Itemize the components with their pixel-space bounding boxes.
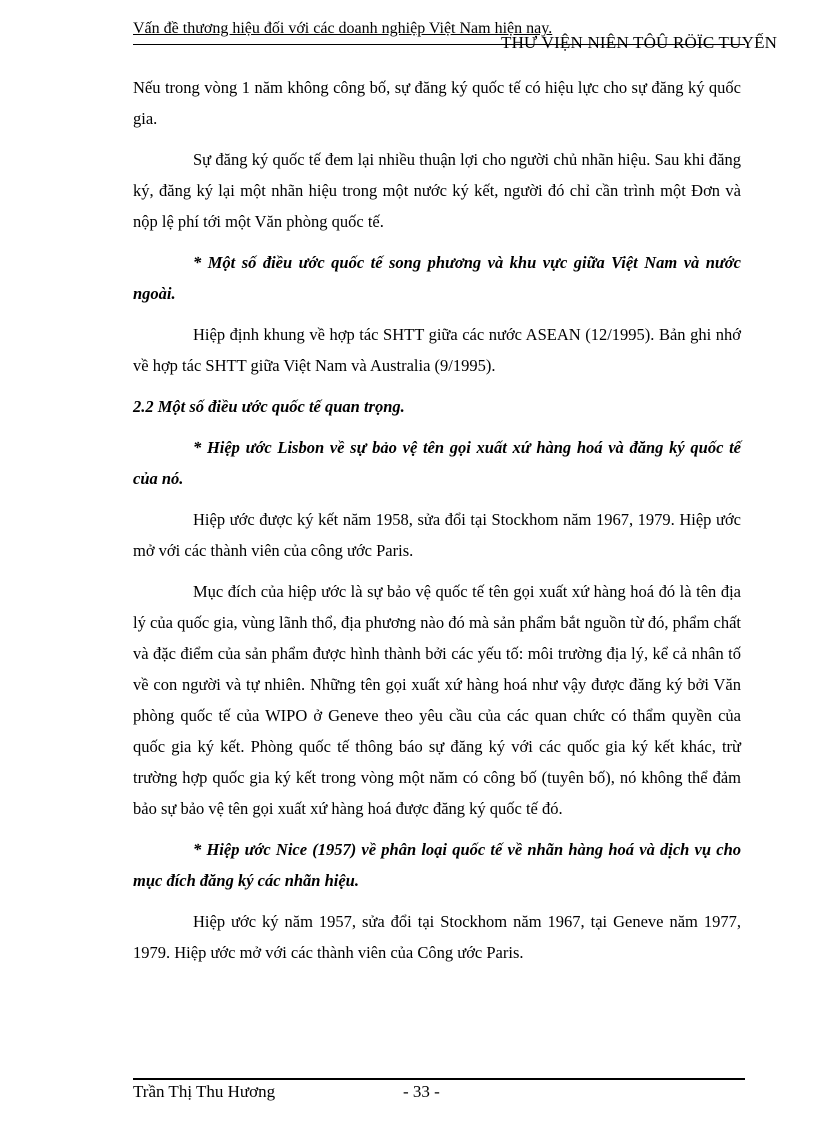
footer-rule: [133, 1078, 745, 1080]
section-heading-bilateral: * Một số điều ước quốc tế song phương và khu vực giữa Việt Nam và nước ngoài.: [133, 253, 741, 303]
paragraph-4: Hiệp ước được ký kết năm 1958, sửa đổi tại Stockhom năm 1967, 1979. Hiệp ước mở với các thành viên của công ước Paris.: [133, 510, 741, 560]
paragraph-3: Hiệp định khung về hợp tác SHTT giữa các nước ASEAN (12/1995). Bản ghi nhớ về hợp tác SHTT giữa Việt Nam và Australia (9/1995).: [133, 325, 741, 375]
paragraph-5: Mục đích của hiệp ước là sự bảo vệ quốc tế tên gọi xuất xứ hàng hoá đó là tên địa lý của quốc gia, vùng lãnh thổ, địa phương nào đó mà sản phẩm bắt nguồn từ đó, phẩm chất và đặc điểm của sản phẩm được hình thành bởi các yếu tố: môi trường địa lý, kể cả nhân tố về con người và tự nhiên. Những tên gọi xuất xứ hàng hoá như vậy được đăng ký bởi Văn phòng quốc tế của WIPO ở Geneve theo yêu cầu của các quan chức có thẩm quyền của quốc gia ký kết. Phòng quốc tế thông báo sự đăng ký với các quốc gia ký kết khác, trừ trường hợp quốc gia ký kết trong vòng một năm có công bố (tuyên bố), nó không thể đảm bảo sự bảo vệ tên gọi xuất xứ hàng hoá được đăng ký quốc tế đó.: [133, 582, 741, 818]
paragraph-2: Sự đăng ký quốc tế đem lại nhiều thuận lợi cho người chủ nhãn hiệu. Sau khi đăng ký, đăng ký lại một nhãn hiệu trong một nước ký kết, người đó chỉ cần trình một Đơn và nộp lệ phí tới một Văn phòng quốc tế.: [133, 150, 741, 231]
header-title: Vấn đề thương hiệu đối với các doanh nghiệp Việt Nam hiện nay.: [133, 20, 553, 37]
paragraph-6: Hiệp ước ký năm 1957, sửa đổi tại Stockhom năm 1967, tại Geneve năm 1977, 1979. Hiệp ước mở với các thành viên của Công ước Paris.: [133, 912, 741, 962]
page-footer: [133, 1078, 745, 1101]
page-header: [133, 20, 778, 52]
header-watermark: THƯ VIỆN NIÊN TÔÛ RÖÏC TUYẾN: [501, 33, 778, 52]
section-heading-lisbon: * Hiệp ước Lisbon về sự bảo vệ tên gọi xuất xứ hàng hoá và đăng ký quốc tế của nó.: [133, 438, 741, 488]
footer-author: Trần Thị Thu Hương: [133, 1082, 276, 1101]
paragraph-1: Nếu trong vòng 1 năm không công bố, sự đăng ký quốc tế có hiệu lực cho sự đăng ký quốc gia.: [133, 78, 741, 128]
header-rule: [133, 44, 745, 45]
section-heading-nice: * Hiệp ước Nice (1957) về phân loại quốc tế về nhãn hàng hoá và dịch vụ cho mục đích đăng ký các nhãn hiệu.: [133, 840, 741, 890]
section-heading-2-2: 2.2 Một số điều ước quốc tế quan trọng.: [133, 397, 405, 416]
page-number: - 33 -: [403, 1082, 440, 1101]
document-body: [133, 72, 741, 968]
